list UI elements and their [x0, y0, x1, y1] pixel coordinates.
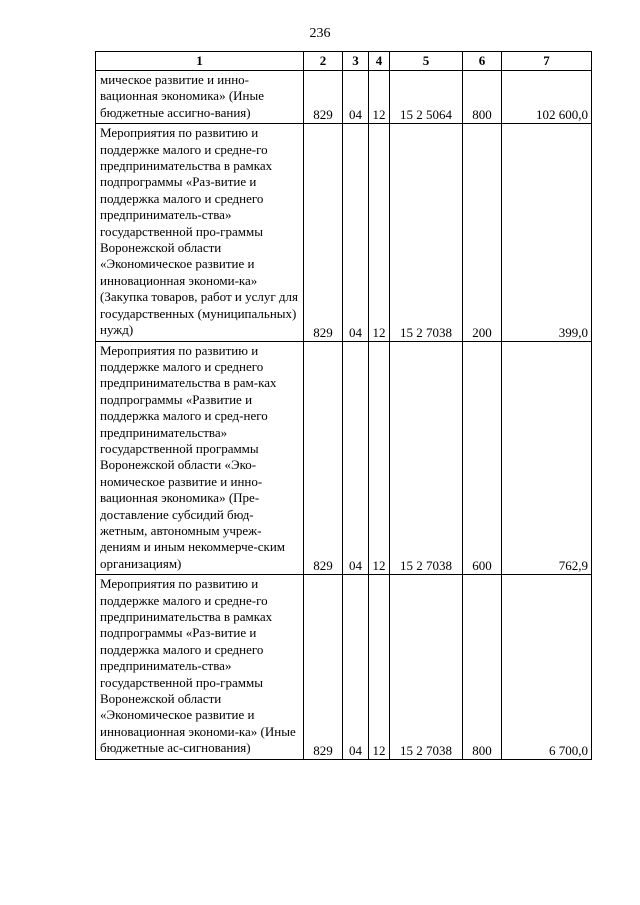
- row-name: Мероприятия по развитию и поддержке малого и средне-го предпринимательства в рамках подпрограммы «Раз-витие и поддержка малого и среднего предприниматель-ства» государственной про-граммы Воронежской области «Экономическое развитие и инновационная экономи-ка» (Закупка товаров, работ и услуг для государственных (муниципальных) нужд): [96, 124, 304, 341]
- row-amount: 6 700,0: [502, 575, 592, 759]
- budget-table: [95, 51, 592, 760]
- header-row: [96, 52, 592, 71]
- col-header-3: 3: [343, 52, 369, 71]
- row-target-article: 15 2 7038: [390, 124, 463, 341]
- row-ministry: 829: [304, 341, 343, 575]
- col-header-4: 4: [369, 52, 390, 71]
- row-name: Мероприятия по развитию и поддержке малого и среднего предпринимательства в рам-ках подпрограммы «Развитие и поддержка малого и сред-него предпринимательства» государственной программы Воронежской области «Эко-номическое развитие и инно-вационная экономика» (Пре-доставление субсидий бюд-жетным, автономным учреж-дениям и иным некоммерче-ским организациям): [96, 341, 304, 575]
- row-subsection: 12: [369, 71, 390, 124]
- row-expense-type: 600: [463, 341, 502, 575]
- table-row: [96, 71, 592, 124]
- row-subsection: 12: [369, 575, 390, 759]
- col-header-2: 2: [304, 52, 343, 71]
- row-expense-type: 200: [463, 124, 502, 341]
- row-target-article: 15 2 7038: [390, 575, 463, 759]
- row-target-article: 15 2 5064: [390, 71, 463, 124]
- col-header-1: 1: [96, 52, 304, 71]
- row-amount: 102 600,0: [502, 71, 592, 124]
- row-section: 04: [343, 71, 369, 124]
- row-name: Мероприятия по развитию и поддержке малого и средне-го предпринимательства в рамках подпрограммы «Раз-витие и поддержка малого и среднего предприниматель-ства» государственной про-граммы Воронежской области «Экономическое развитие и инновационная экономи-ка» (Иные бюджетные ас-сигнования): [96, 575, 304, 759]
- table-row: [96, 341, 592, 575]
- row-expense-type: 800: [463, 575, 502, 759]
- row-ministry: 829: [304, 575, 343, 759]
- table-row: [96, 575, 592, 759]
- row-ministry: 829: [304, 124, 343, 341]
- col-header-5: 5: [390, 52, 463, 71]
- row-section: 04: [343, 124, 369, 341]
- row-section: 04: [343, 575, 369, 759]
- row-amount: 762,9: [502, 341, 592, 575]
- row-subsection: 12: [369, 341, 390, 575]
- row-amount: 399,0: [502, 124, 592, 341]
- table-row: [96, 124, 592, 341]
- row-name: мическое развитие и инно-вационная экономика» (Иные бюджетные ассигно-вания): [96, 71, 304, 124]
- row-target-article: 15 2 7038: [390, 341, 463, 575]
- page-number: 236: [309, 26, 331, 41]
- row-section: 04: [343, 341, 369, 575]
- row-subsection: 12: [369, 124, 390, 341]
- col-header-7: 7: [502, 52, 592, 71]
- row-ministry: 829: [304, 71, 343, 124]
- col-header-6: 6: [463, 52, 502, 71]
- row-expense-type: 800: [463, 71, 502, 124]
